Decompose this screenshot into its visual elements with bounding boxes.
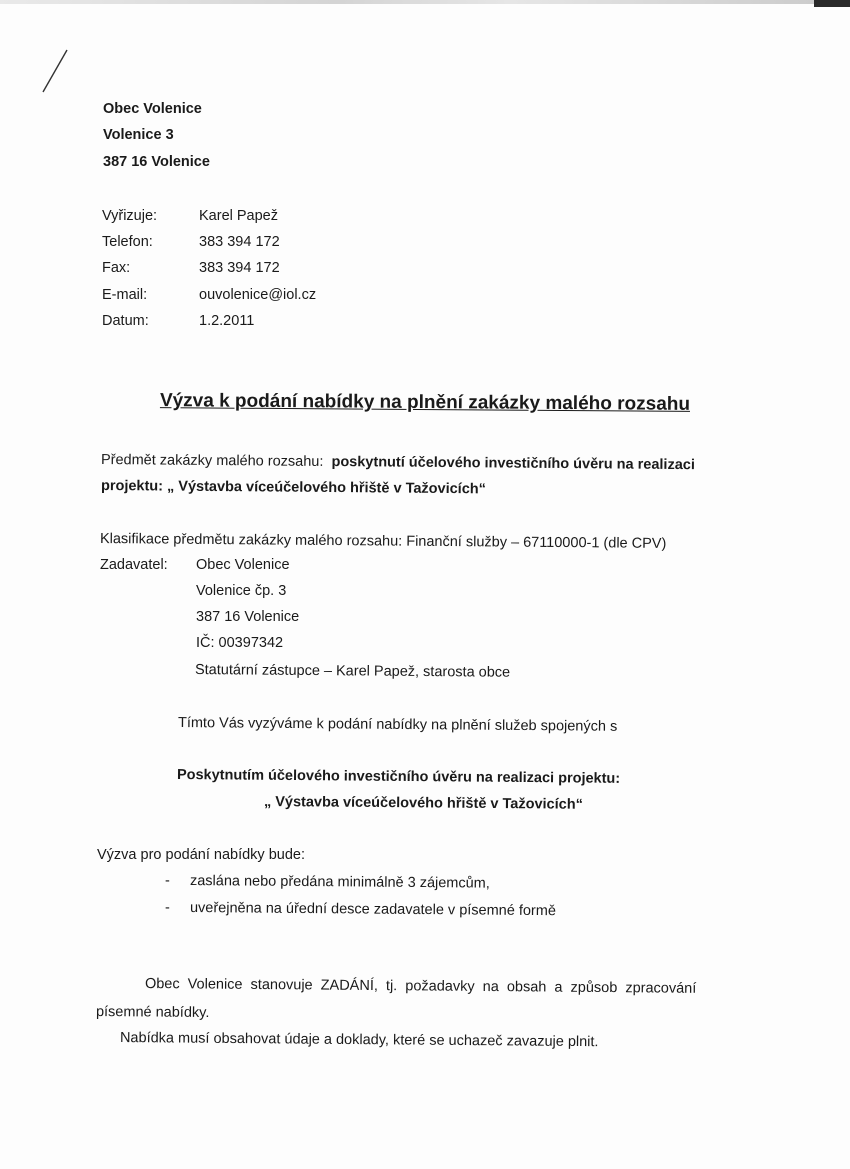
closing-line-2: písemné nabídky. bbox=[95, 1004, 210, 1021]
sender-name: Obec Volenice bbox=[103, 101, 202, 117]
distribution-item: uveřejněna na úřední desce zadavatele v písemné formě bbox=[189, 900, 557, 920]
scan-corner-shadow bbox=[814, 0, 850, 7]
authority-label: Zadavatel: bbox=[100, 557, 168, 573]
authority-line: Statutární zástupce – Karel Papež, starosta obce bbox=[194, 662, 511, 681]
contact-label: E-mail: bbox=[102, 287, 148, 303]
contact-label: Datum: bbox=[102, 313, 149, 329]
subject-value-1: poskytnutí účelového investičního úvěru na realizaci bbox=[331, 454, 695, 474]
distribution-item: zaslána nebo předána minimálně 3 zájemcům, bbox=[189, 873, 490, 892]
bullet-dash: - bbox=[165, 873, 170, 889]
contact-value: 1.2.2011 bbox=[199, 313, 255, 329]
subject-line-1 bbox=[101, 452, 695, 473]
contact-value: 383 394 172 bbox=[199, 234, 280, 250]
authority-line: Obec Volenice bbox=[196, 557, 290, 573]
contact-value: Karel Papež bbox=[199, 208, 278, 224]
invitation-text: Tímto Vás vyzýváme k podání nabídky na plnění služeb spojených s bbox=[177, 715, 618, 735]
service-line-2: „ Výstavba víceúčelového hřiště v Tažovicích“ bbox=[263, 794, 583, 813]
subject-label: Předmět zakázky malého rozsahu: bbox=[100, 452, 324, 470]
authority-line: 387 16 Volenice bbox=[196, 609, 300, 625]
authority-line: Volenice čp. 3 bbox=[196, 583, 287, 599]
pen-stroke-mark bbox=[40, 48, 70, 96]
contact-label: Telefon: bbox=[102, 234, 153, 250]
sender-street: Volenice 3 bbox=[103, 127, 174, 143]
sender-city: 387 16 Volenice bbox=[103, 154, 210, 170]
subject-value-2: projektu: „ Výstavba víceúčelového hřiště v Tažovicích“ bbox=[100, 478, 486, 498]
document-title: Výzva k podání nabídky na plnění zakázky malého rozsahu bbox=[159, 390, 691, 415]
closing-line-3: Nabídka musí obsahovat údaje a doklady, které se uchazeč zavazuje plnit. bbox=[119, 1030, 599, 1051]
bullet-dash: - bbox=[165, 900, 170, 916]
classification: Klasifikace předmětu zakázky malého rozsahu: Finanční služby – 67110000-1 (dle CPV) bbox=[99, 531, 667, 552]
contact-value: ouvolenice@iol.cz bbox=[199, 287, 317, 303]
contact-label: Vyřizuje: bbox=[102, 208, 158, 224]
contact-value: 383 394 172 bbox=[199, 260, 280, 276]
contact-label: Fax: bbox=[102, 260, 131, 276]
closing-line-1: Obec Volenice stanovuje ZADÁNÍ, tj. požadavky na obsah a způsob zpracování bbox=[144, 976, 697, 997]
distribution-intro: Výzva pro podání nabídky bude: bbox=[97, 847, 305, 863]
scan-top-edge bbox=[0, 0, 850, 4]
authority-line: IČ: 00397342 bbox=[196, 635, 284, 651]
service-line-1: Poskytnutím účelového investičního úvěru na realizaci projektu: bbox=[176, 767, 621, 787]
